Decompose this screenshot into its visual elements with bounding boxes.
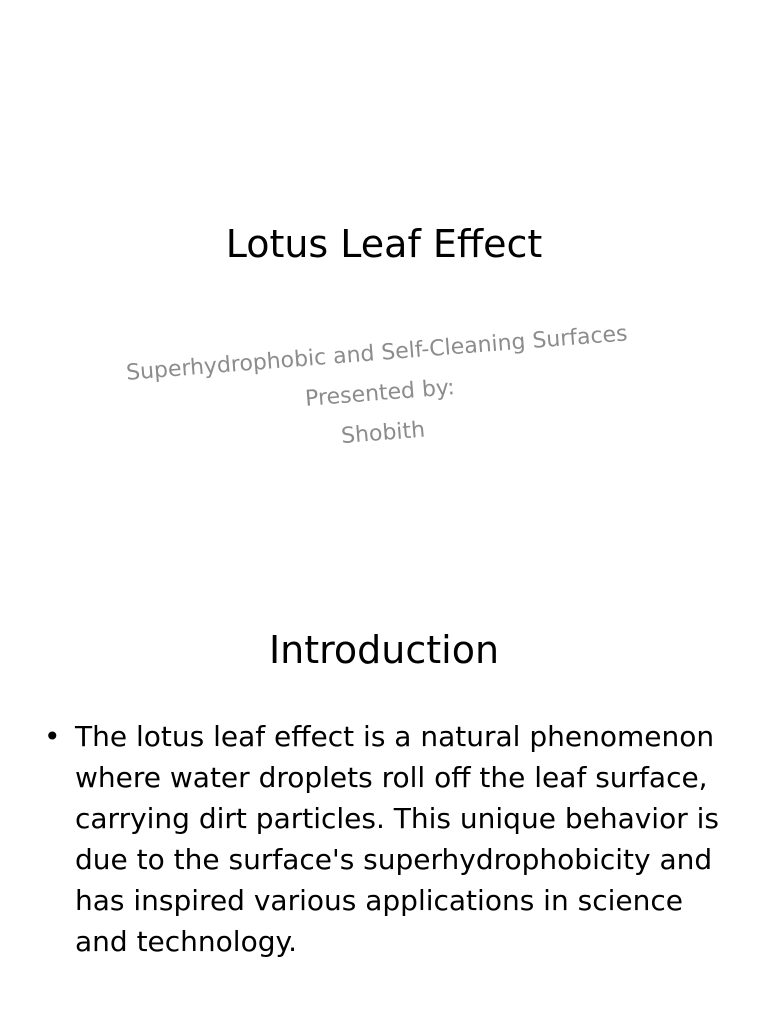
presenter-label: Presented by: — [304, 375, 456, 412]
bullet-item — [44, 716, 724, 962]
slide-title: Introduction — [268, 628, 500, 672]
presentation-title: Lotus Leaf Effect — [225, 222, 543, 266]
introduction-slide — [0, 576, 768, 1024]
bullet-text: The lotus leaf effect is a natural phenomenon where water droplets roll off the leaf surface, carrying dirt particles. This unique behavior is due to the surface's superhydrophobicity and has inspired various applications in science and technology. — [75, 720, 719, 958]
bullet-list — [44, 716, 724, 962]
presenter-name: Shobith — [340, 417, 426, 450]
subtitle-block — [106, 313, 654, 475]
subtitle-line: Superhydrophobic and Self-Cleaning Surfaces — [125, 321, 629, 386]
bullet-dot-icon: • — [44, 720, 61, 753]
